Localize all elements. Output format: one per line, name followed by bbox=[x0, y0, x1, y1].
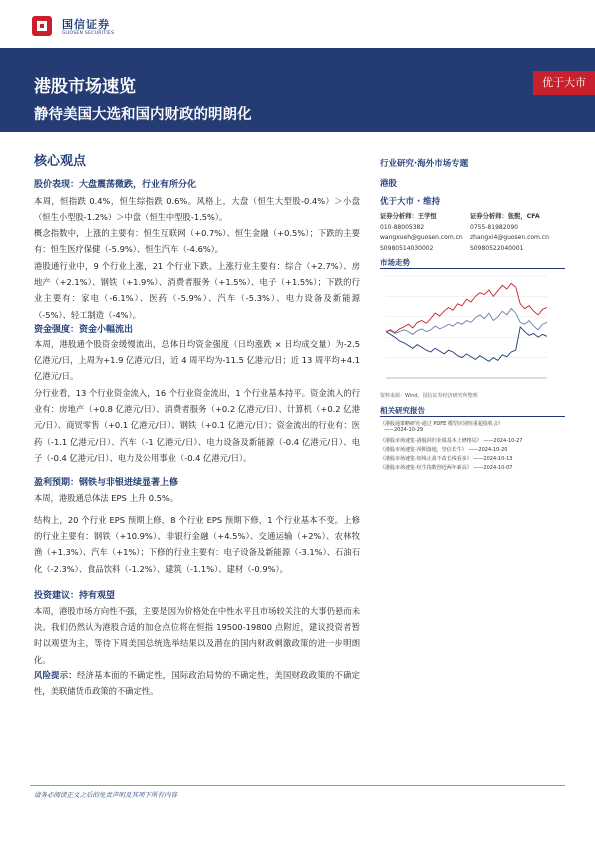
related-report-item[interactable] bbox=[380, 420, 570, 433]
rating-badge: 优于大市 bbox=[533, 71, 595, 95]
report-subtitle: 静待美国大选和国内财政的明朗化 bbox=[34, 107, 252, 123]
analyst-email[interactable]: zhangxi4@guosen.com.cn bbox=[470, 234, 549, 241]
rating-line: 优于大市 · 维持 bbox=[380, 197, 441, 207]
divider bbox=[380, 268, 565, 269]
analyst-phone: 0755-81982090 bbox=[470, 223, 518, 231]
paragraph: 概念指数中，上涨的主要有：恒生互联网（+0.7%）、恒生金融（+0.5%）；下跌的主要有：恒生医疗保健（-5.9%）、恒生汽车（-4.6%）。 bbox=[34, 228, 360, 255]
related-report-item[interactable] bbox=[380, 437, 570, 444]
company-logo bbox=[30, 14, 150, 42]
analyst-license: S0980514030002 bbox=[380, 244, 434, 252]
section-heading-capital: 资金强度：资金小幅流出 bbox=[34, 325, 134, 335]
section-heading-advice: 投资建议：持有观望 bbox=[34, 591, 116, 601]
brand-name-en: GUOSEN SECURITIES bbox=[62, 31, 115, 36]
paragraph: 本周，港股通总体法 EPS 上升 0.5%。 bbox=[34, 493, 179, 503]
market-trend-chart bbox=[380, 270, 565, 388]
analyst-card bbox=[380, 212, 463, 254]
risk-paragraph bbox=[34, 667, 360, 699]
report-link[interactable]: 《港股市场速览-恒生指数创近两年新高》 bbox=[380, 465, 472, 471]
report-title: 港股市场速览 bbox=[34, 77, 136, 97]
related-report-item[interactable] bbox=[380, 446, 570, 453]
report-category: 行业研究·海外市场专题 bbox=[380, 159, 469, 169]
paragraph: 港股通行业中，9 个行业上涨，21 个行业下跌。上涨行业主要有：综合（+2.7%）、房地产（+2.1%）、钢铁（+1.9%）、消费者服务（+1.5%）、电子（+1.5%）；下跌的行业主要有：家电（-6.1%）、医药（-5.9%）、汽车（-5.3%）、电力设备及新能源（-5%）、轻工制造（-4%）。 bbox=[34, 261, 360, 320]
analyst-phone: 010-88005382 bbox=[380, 223, 425, 231]
section-heading-earnings: 盈利预期：钢铁与非银进续显著上修 bbox=[34, 478, 179, 488]
paragraph: 分行业看，13 个行业资金流入，16 个行业资金流出，1 个行业基本持平。资金流入的行业有：房地产（+0.8 亿港元/日）、消费者服务（+0.2 亿港元/日）、计算机（+0.2 亿港元/日）、商贸零售（+0.1 亿港元/日）、钢铁（+0.1 亿港元/日）；资金流出的行业有：医药（-1.1 亿港元/日）、汽车（-1 亿港元/日）、电力设备及新能源（-0.4 亿港元/日）、电子（-0.4 亿港元/日）、电力及公用事业（-0.4 亿港元/日）。 bbox=[34, 388, 360, 463]
analyst-license: S0980522040001 bbox=[470, 244, 524, 252]
chart-section-title: 市场走势 bbox=[380, 258, 410, 267]
chart-source: 资料来源：Wind、国信证券经济研究所整理 bbox=[380, 393, 478, 399]
paragraph: 本周，港股市场方向性不强，主要是因为价格处在中性水平且市场较关注的大事仍悬而未决。我们仍然认为港股合适的加仓点位将在恒指 19500-19800 点附近，建议投资者暂时以观望为主，等待下周美国总统选举结果以及潜在的国内财政刺激政策的进一步明朗化。 bbox=[34, 606, 360, 665]
report-link[interactable]: 《港股市场速览-预期落地，坚信长牛》 bbox=[380, 447, 467, 453]
related-reports-title: 相关研究报告 bbox=[380, 406, 425, 415]
section-heading-performance: 股价表现：大盘震荡微跌，行业有所分化 bbox=[34, 180, 197, 190]
analyst-email[interactable]: wangxueh@guosen.com.cn bbox=[380, 234, 463, 241]
related-report-item[interactable] bbox=[380, 464, 570, 471]
footer-divider bbox=[30, 785, 565, 786]
report-date: ——2024-10-20 bbox=[468, 447, 508, 453]
risk-text: 经济基本面的不确定性，国际政治局势的不确定性，美国财政政策的不确定性，美联储货币政策的不确定性。 bbox=[34, 670, 360, 697]
report-link[interactable]: 《港股通策略研究-通过 PDFE 模型识别恒重超投机会》 bbox=[380, 421, 503, 427]
analyst-name: 证券分析师：王学恒 bbox=[380, 213, 437, 220]
report-date: ——2024-10-27 bbox=[483, 438, 523, 444]
logo-mark-icon bbox=[30, 14, 54, 38]
paragraph: 本周，恒指跌 0.4%，恒生综指跌 0.6%。风格上，大盘（恒生大型股-0.4%）＞小盘（恒生小型股-1.2%）＞中盘（恒生中型股-1.5%）。 bbox=[34, 196, 360, 223]
divider bbox=[380, 416, 565, 417]
core-title-wrap bbox=[34, 150, 356, 171]
report-link[interactable]: 《港股市场速览-港股回归业绩基本上修格局》 bbox=[380, 438, 482, 444]
report-date: ——2024-10-13 bbox=[473, 456, 513, 462]
paragraph: 本周，港股通个股资金缓慢流出，总体日均资金强度（日均涨跌 × 日均成交量）为-2.5 亿港元/日，上周为+1.9 亿港元/日，近 4 周平均为-11.5 亿港元/日；近 13 周平均+4.1 亿港元/日。 bbox=[34, 339, 360, 382]
risk-label: 风险提示： bbox=[34, 670, 77, 680]
series-line-2 bbox=[386, 327, 547, 361]
series-line-0 bbox=[386, 283, 547, 332]
report-date: ——2024-10-29 bbox=[384, 427, 424, 433]
report-date: ——2024-10-07 bbox=[473, 465, 513, 471]
paragraph: 结构上，20 个行业 EPS 预期上修，8 个行业 EPS 预期下修，1 个行业基本不变。上修的行业主要有：钢铁（+10.9%）、非银行金融（+4.5%）、交通运输（+2%）、农林牧渔（+1.3%）、汽车（+1%）；下修的行业主要有：电子设备及新能源（-3.1%）、石油石化（-2.3%）、食品饮料（-1.2%）、建筑（-1.1%）、建材（-0.9%）。 bbox=[34, 515, 360, 574]
brand-name-cn: 国信证券 bbox=[62, 18, 110, 31]
related-report-item[interactable] bbox=[380, 455, 570, 462]
series-line-1 bbox=[386, 309, 547, 335]
analyst-name: 证券分析师：张熙，CFA bbox=[470, 213, 540, 220]
core-viewpoints-title: 核心观点 bbox=[34, 154, 87, 169]
report-link[interactable]: 《港股市场速览-短线止盈不改长线看多》 bbox=[380, 456, 472, 462]
analyst-card bbox=[470, 212, 549, 254]
market-label: 港股 bbox=[380, 179, 398, 189]
footer-disclaimer[interactable]: 请务必阅读正文之后的免责声明及其项下所有内容 bbox=[34, 791, 177, 799]
